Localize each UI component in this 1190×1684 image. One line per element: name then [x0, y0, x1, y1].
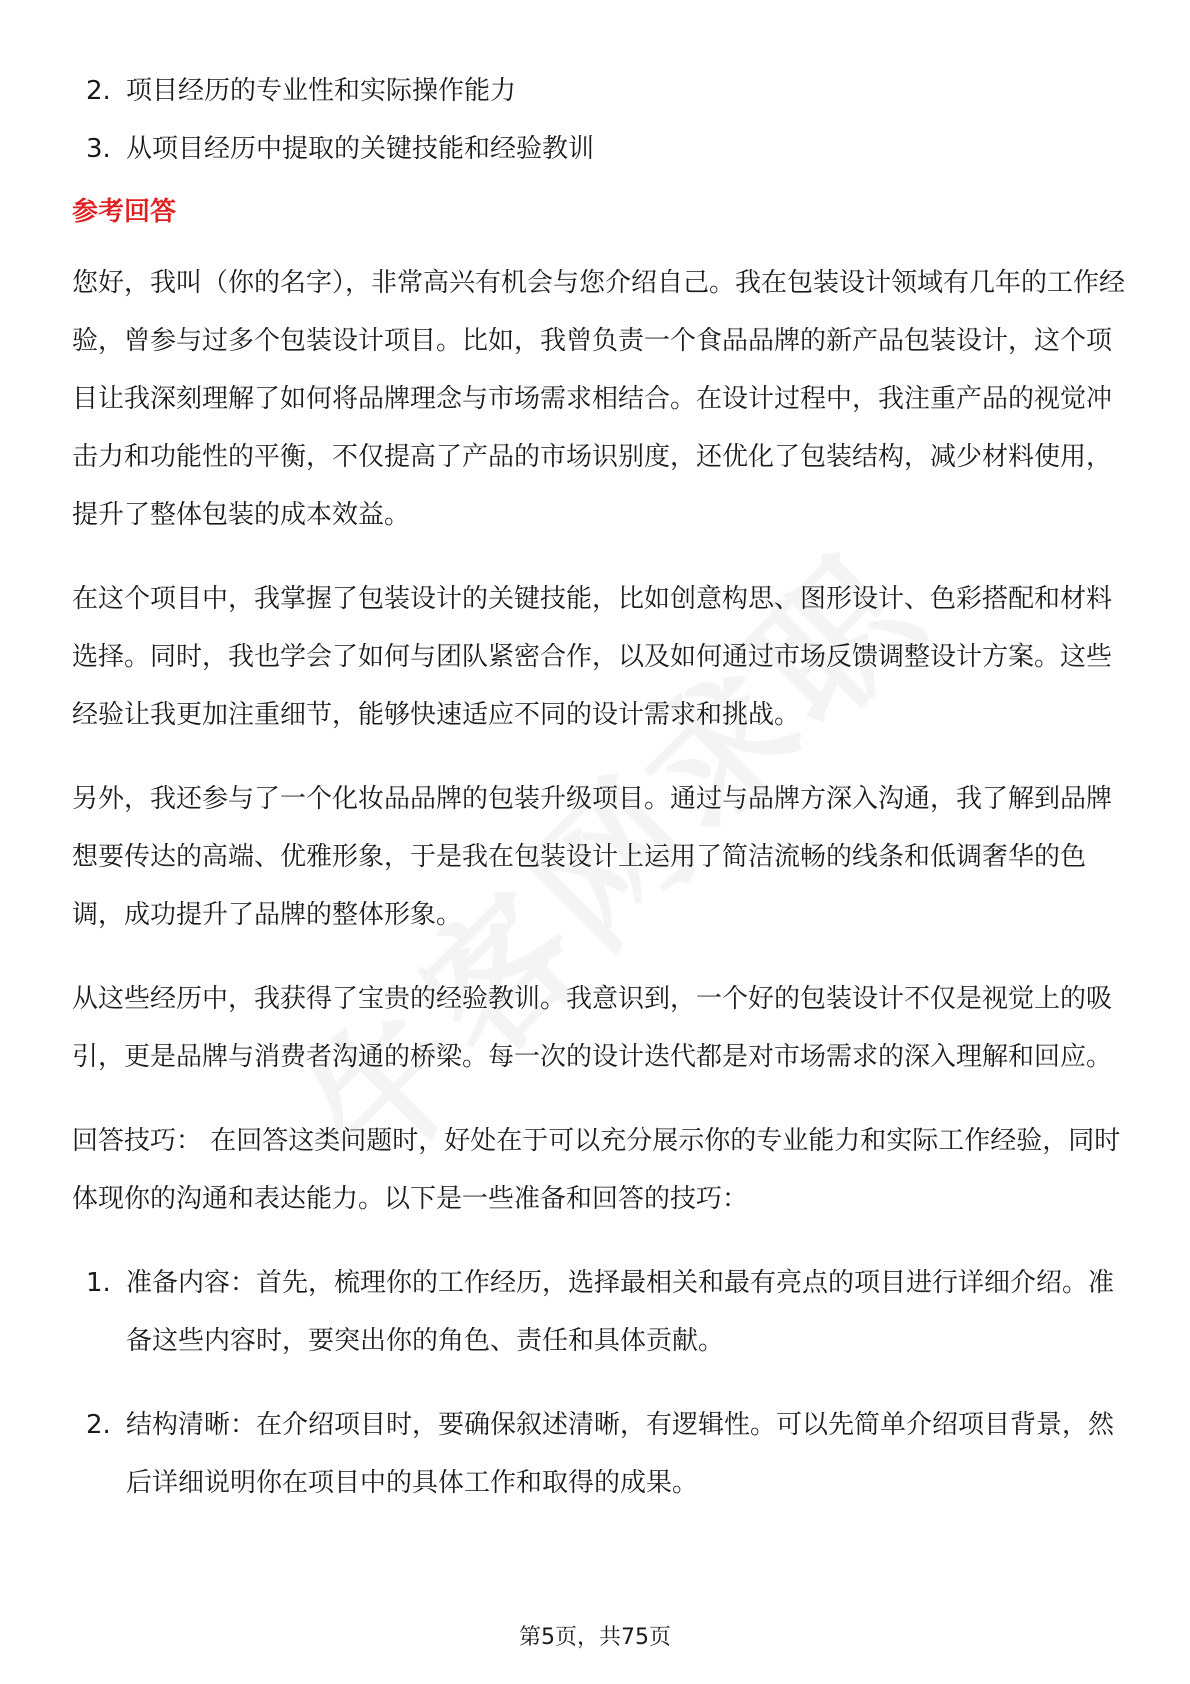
- list-number: 2.: [86, 1410, 111, 1440]
- criteria-list: [72, 62, 1132, 178]
- list-number: 3.: [86, 134, 111, 164]
- list-item: [72, 62, 1132, 120]
- list-text: 结构清晰：在介绍项目时，要确保叙述清晰，有逻辑性。可以先简单介绍项目背景，然后详细说明你在项目中的具体工作和取得的成果。: [126, 1410, 1115, 1498]
- answer-paragraph: 从这些经历中，我获得了宝贵的经验教训。我意识到，一个好的包装设计不仅是视觉上的吸引，更是品牌与消费者沟通的桥梁。每一次的设计迭代都是对市场需求的深入理解和回应。: [72, 984, 1113, 1072]
- tips-paragraph: 回答技巧： 在回答这类问题时，好处在于可以充分展示你的专业能力和实际工作经验，同时体现你的沟通和表达能力。以下是一些准备和回答的技巧：: [72, 1126, 1121, 1214]
- list-text: 准备内容：首先，梳理你的工作经历，选择最相关和最有亮点的项目进行详细介绍。准备这些内容时，要突出你的角色、责任和具体贡献。: [126, 1268, 1115, 1356]
- list-text: 从项目经历中提取的关键技能和经验教训: [126, 134, 595, 164]
- list-item: [72, 1254, 1132, 1370]
- list-item: [72, 120, 1132, 178]
- answer-paragraph: 在这个项目中，我掌握了包装设计的关键技能，比如创意构思、图形设计、色彩搭配和材料选择。同时，我也学会了如何与团队紧密合作，以及如何通过市场反馈调整设计方案。这些经验让我更加注重细节，能够快速适应不同的设计需求和挑战。: [72, 584, 1113, 730]
- list-text: 项目经历的专业性和实际操作能力: [126, 76, 517, 106]
- tips-list: [72, 1254, 1132, 1512]
- list-number: 2.: [86, 76, 111, 106]
- list-number: 1.: [86, 1268, 111, 1298]
- answer-paragraph: 另外，我还参与了一个化妆品品牌的包装升级项目。通过与品牌方深入沟通，我了解到品牌想要传达的高端、优雅形象，于是我在包装设计上运用了简洁流畅的线条和低调奢华的色调，成功提升了品牌的整体形象。: [72, 784, 1113, 930]
- list-item: [72, 1396, 1132, 1512]
- page-content: [72, 62, 1132, 1538]
- answer-paragraph: 您好，我叫（你的名字），非常高兴有机会与您介绍自己。我在包装设计领域有几年的工作经验，曾参与过多个包装设计项目。比如，我曾负责一个食品品牌的新产品包装设计，这个项目让我深刻理解了如何将品牌理念与市场需求相结合。在设计过程中，我注重产品的视觉冲击力和功能性的平衡，不仅提高了产品的市场识别度，还优化了包装结构，减少材料使用，提升了整体包装的成本效益。: [72, 268, 1126, 530]
- page-number: 第5页，共75页: [519, 1625, 671, 1650]
- section-heading: 参考回答: [72, 197, 177, 227]
